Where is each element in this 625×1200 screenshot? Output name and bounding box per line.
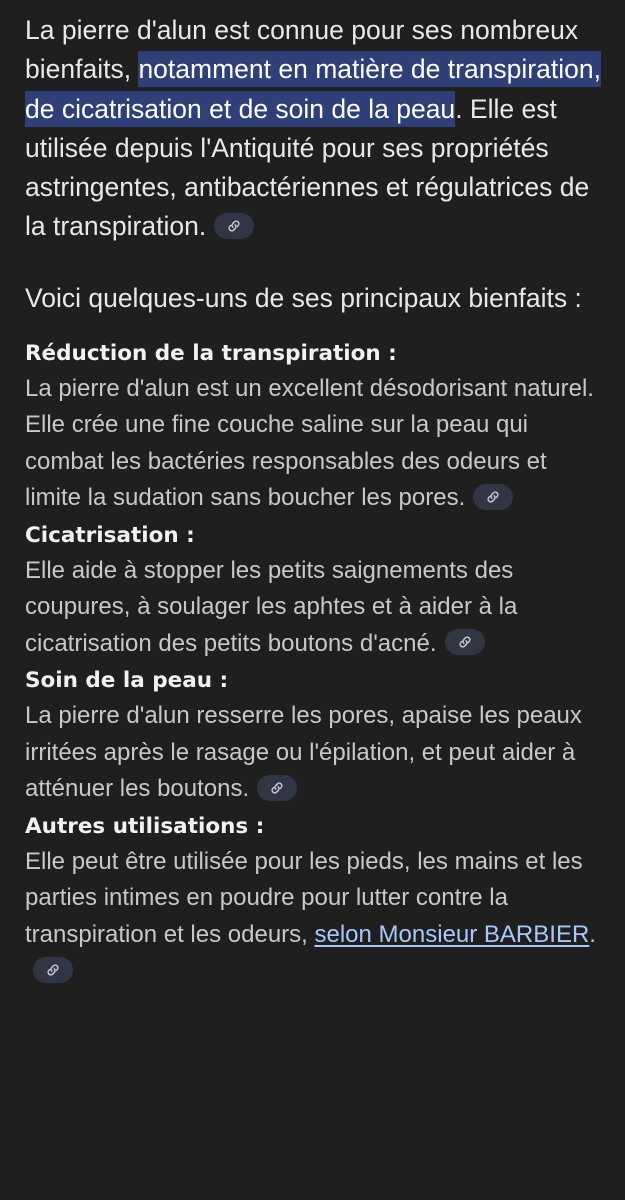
- source-link[interactable]: selon Monsieur BARBIER: [314, 920, 590, 948]
- highlighted-text[interactable]: notamment en matière de transpiration, de cicatrisation et de soin de la peau: [25, 51, 601, 126]
- intro-text-end: . Elle est utilisée depuis l'Antiquité pour ses propriétés astringentes, antibactériennes et régulatrices de la transpiration.: [25, 93, 590, 242]
- intro-text: La pierre d'alun est connue pour ses nombreux bienfaits,: [25, 15, 579, 85]
- source-link-chip[interactable]: [214, 213, 254, 239]
- link-icon: [486, 490, 500, 504]
- section-heading: Voici quelques-uns de ses principaux bienfaits :: [25, 282, 582, 313]
- section-text: Elle peut être utilisée pour les pieds, les mains et les parties intimes en poudre pour lutter contre la transpiration et les odeurs,: [25, 847, 583, 948]
- section-title-soin-peau: Soin de la peau :: [25, 668, 229, 694]
- section-text-soin-peau: [25, 698, 607, 808]
- section-text-end: .: [589, 920, 596, 948]
- section-text: Elle aide à stopper les petits saignements des coupures, à soulager les aphtes et à aider à la cicatrisation des petits boutons d'acné.: [25, 556, 518, 657]
- section-text: La pierre d'alun est un excellent désodorisant naturel. Elle crée une fine couche saline sur la peau qui combat les bactéries responsables des odeurs et limite la sudation sans boucher les pores.: [25, 374, 594, 512]
- link-icon: [270, 781, 284, 795]
- section-title-autres: Autres utilisations :: [25, 813, 265, 839]
- source-link-chip[interactable]: [257, 775, 297, 801]
- section-title-cicatrisation: Cicatrisation :: [25, 522, 195, 548]
- source-link-chip[interactable]: [445, 629, 485, 655]
- source-link-chip[interactable]: [473, 484, 513, 510]
- link-icon: [46, 963, 60, 977]
- intro-paragraph: [25, 11, 607, 247]
- section-text-cicatrisation: [25, 553, 607, 663]
- source-link-chip[interactable]: [33, 957, 73, 983]
- link-icon: [227, 219, 241, 233]
- section-text-autres: [25, 844, 607, 990]
- section-title-transpiration: Réduction de la transpiration :: [25, 340, 397, 366]
- section-text: La pierre d'alun resserre les pores, apaise les peaux irritées après le rasage ou l'épilation, et peut aider à atténuer les boutons.: [25, 702, 582, 803]
- link-icon: [458, 635, 472, 649]
- section-text-transpiration: [25, 371, 607, 517]
